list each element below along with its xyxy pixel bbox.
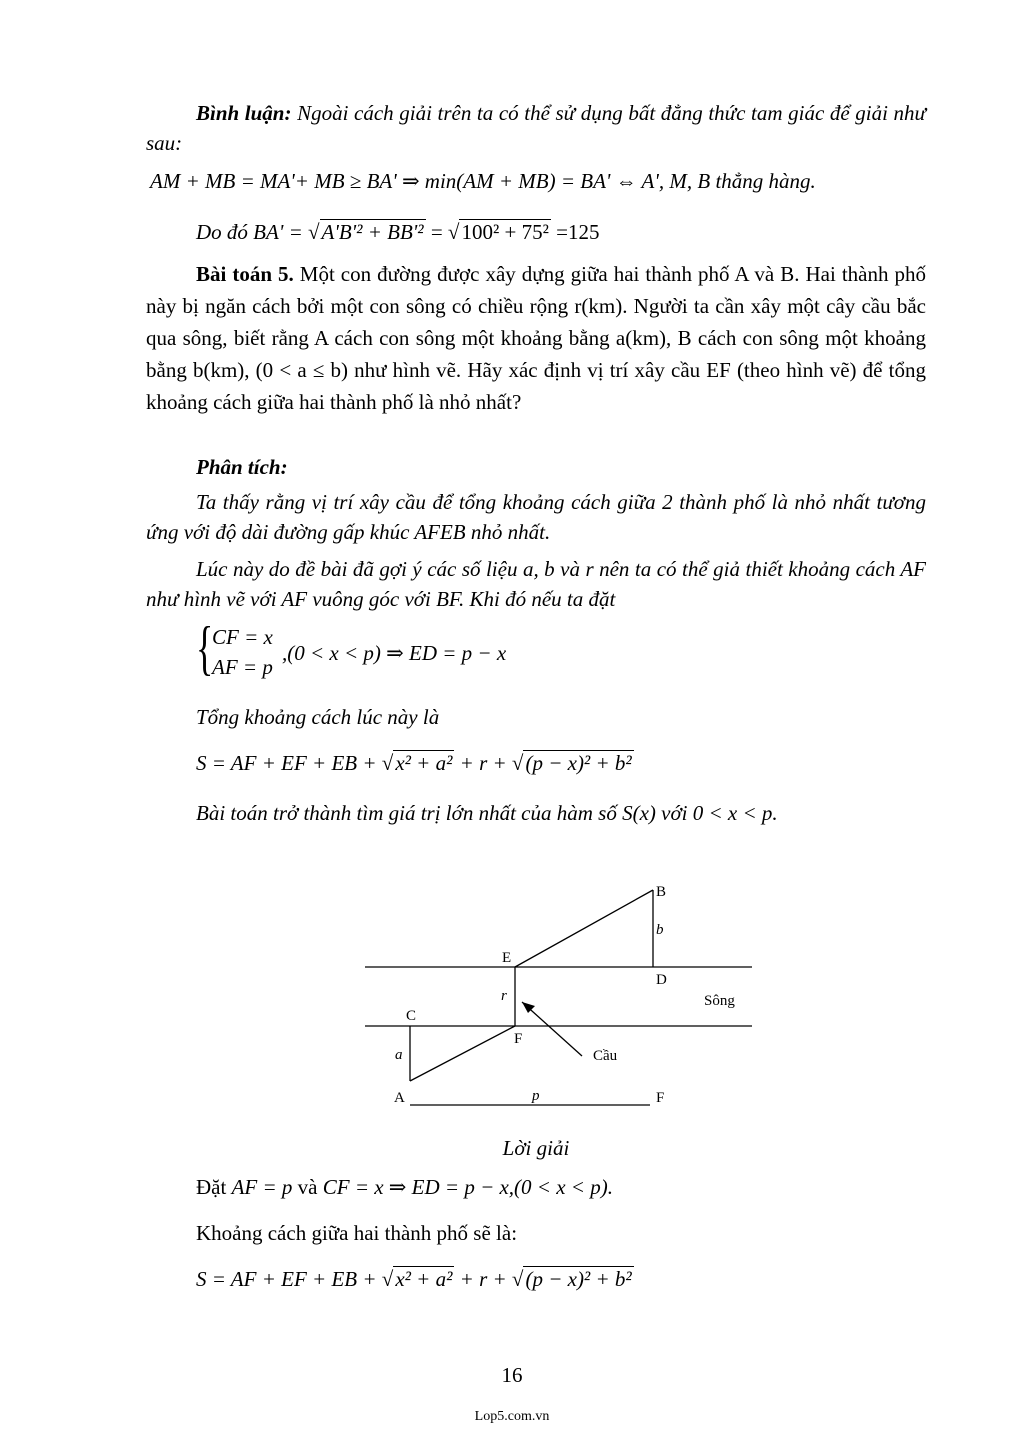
label-r: r: [501, 988, 507, 1004]
solution-line-1: Đặt AF = p và CF = x ⇒ ED = p − x,(0 < x < p).: [196, 1175, 613, 1199]
S-formula-analysis: S = AF + EF + EB + √x² + a² + r + √(p − x)² + b²: [196, 751, 632, 775]
arrow-to-bridge: [522, 1002, 582, 1056]
comment-label: Bình luận:: [196, 101, 292, 125]
label-a: a: [395, 1047, 403, 1063]
page-number: 16: [501, 1363, 523, 1387]
label-A: A: [394, 1090, 405, 1106]
comment-paragraph: [146, 98, 926, 158]
label-C: C: [406, 1008, 417, 1024]
footer-site: Lop5.com.vn: [474, 1409, 550, 1424]
problem-paragraph: [146, 258, 926, 418]
label-B: B: [656, 884, 667, 900]
analysis-heading: Phân tích:: [196, 455, 288, 479]
problem-text: Một con đường được xây dựng giữa hai thành phố A và B. Hai thành phố này bị ngăn cách bởi một con sông có chiều rộng r(km). Người ta cần xây một cây cầu bắc qua sông, biết rằng A cách con sông một khoảng bằng a(km), B cách con sông một khoảng bằng b(km), (0 < a ≤ b) như hình vẽ. Hãy xác định vị trí xây cầu EF (theo hình vẽ) để tổng khoảng cách giữa hai thành phố là nhỏ nhất?: [146, 262, 927, 414]
label-F-top: F: [514, 1031, 523, 1047]
label-E: E: [502, 950, 512, 966]
comment-formula-1: AM + MB = MA'+ MB ≥ BA' ⇒ min(AM + MB) = BA' ⇔ A', M, B thẳng hàng.: [150, 169, 816, 193]
label-p: p: [532, 1088, 540, 1104]
segment-EB: [515, 890, 653, 967]
S-formula-solution: S = AF + EF + EB + √x² + a² + r + √(p − x)² + b²: [196, 1267, 632, 1291]
segment-AF: [410, 1026, 515, 1081]
problem-label: Bài toán 5.: [196, 262, 294, 286]
label-F-bottom: F: [656, 1090, 665, 1106]
analysis-conclusion: Bài toán trở thành tìm giá trị lớn nhất của hàm số S(x) với 0 < x < p.: [196, 801, 778, 825]
analysis-paragraph-1: Ta thấy rằng vị trí xây cầu để tổng khoảng cách giữa 2 thành phố là nhỏ nhất tương ứng với độ dài đường gấp khúc AFEB nhỏ nhất.: [146, 490, 926, 544]
label-D: D: [656, 972, 667, 988]
analysis-paragraph-2: Lúc này do đề bài đã gợi ý các số liệu a, b và r nên ta có thể giả thiết khoảng cách AF như hình vẽ với AF vuông góc với BF. Khi đó nếu ta đặt: [146, 557, 926, 611]
comment-text: Ngoài cách giải trên ta có thể sử dụng bất đẳng thức tam giác để giải như sau:: [146, 101, 926, 155]
label-b: b: [656, 922, 664, 938]
river-bridge-diagram: [360, 876, 760, 1112]
label-song: Sông: [704, 993, 735, 1009]
comment-formula-2: Do đó BA' = √A'B'² + BB'² = √100² + 75² =125: [196, 220, 600, 244]
label-cau: Cầu: [593, 1048, 618, 1064]
total-label: Tổng khoảng cách lúc này là: [196, 705, 440, 729]
solution-line-2: Khoảng cách giữa hai thành phố sẽ là:: [196, 1221, 518, 1245]
solution-title: Lời giải: [502, 1136, 570, 1160]
